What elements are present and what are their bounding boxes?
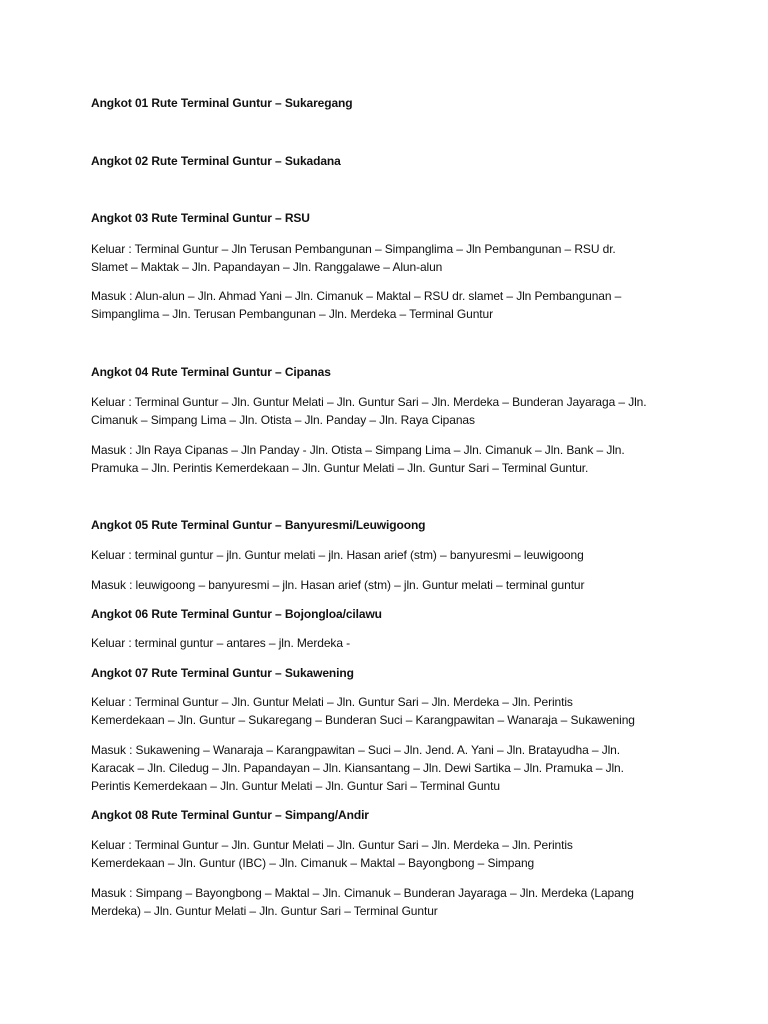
route-masuk-line: Simpanglima – Jln. Terusan Pembangunan – Jln. Merdeka – Terminal Guntur: [91, 307, 494, 321]
route-masuk-line: Masuk : Jln Raya Cipanas – Jln Panday - Jln. Otista – Simpang Lima – Jln. Cimanuk – Jln. Bank – Jln.: [91, 443, 625, 457]
route-keluar-line: Slamet – Maktak – Jln. Papandayan – Jln. Ranggalawe – Alun-alun: [91, 260, 443, 274]
route-heading: Angkot 04 Rute Terminal Guntur – Cipanas: [91, 365, 331, 379]
route-heading: Angkot 06 Rute Terminal Guntur – Bojongloa/cilawu: [91, 607, 382, 621]
route-keluar-line: Keluar : terminal guntur – antares – jln. Merdeka -: [91, 636, 351, 650]
route-keluar-line: Kemerdekaan – Jln. Guntur (IBC) – Jln. Cimanuk – Maktal – Bayongbong – Simpang: [91, 856, 535, 870]
route-keluar-line: Keluar : Terminal Guntur – Jln. Guntur Melati – Jln. Guntur Sari – Jln. Merdeka – Jln. Perintis: [91, 695, 573, 709]
route-masuk-line: Pramuka – Jln. Perintis Kemerdekaan – Jln. Guntur Melati – Jln. Guntur Sari – Terminal Guntur.: [91, 461, 589, 475]
route-masuk-line: Perintis Kemerdekaan – Jln. Guntur Melati – Jln. Guntur Sari – Terminal Guntu: [91, 779, 500, 793]
route-keluar-line: Kemerdekaan – Jln. Guntur – Sukaregang – Bunderan Suci – Karangpawitan – Wanaraja – Sukawening: [91, 713, 635, 727]
route-keluar-line: Keluar : Terminal Guntur – Jln. Guntur Melati – Jln. Guntur Sari – Jln. Merdeka – Bunderan Jayaraga – Jln.: [91, 395, 647, 409]
route-heading: Angkot 05 Rute Terminal Guntur – Banyuresmi/Leuwigoong: [91, 518, 426, 532]
route-masuk-line: Merdeka) – Jln. Guntur Melati – Jln. Guntur Sari – Terminal Guntur: [91, 904, 438, 918]
route-keluar-line: Keluar : Terminal Guntur – Jln Terusan Pembangunan – Simpanglima – Jln Pembangunan – RSU dr.: [91, 242, 616, 256]
route-masuk-line: Karacak – Jln. Ciledug – Jln. Papandayan – Jln. Kiansantang – Jln. Dewi Sartika – Jln. Pramuka – Jln.: [91, 761, 624, 775]
route-heading: Angkot 08 Rute Terminal Guntur – Simpang/Andir: [91, 808, 369, 822]
route-masuk-line: Masuk : Simpang – Bayongbong – Maktal – Jln. Cimanuk – Bunderan Jayaraga – Jln. Merdeka (Lapang: [91, 886, 634, 900]
route-keluar-line: Keluar : Terminal Guntur – Jln. Guntur Melati – Jln. Guntur Sari – Jln. Merdeka – Jln. Perintis: [91, 838, 573, 852]
route-keluar-line: Cimanuk – Simpang Lima – Jln. Otista – Jln. Panday – Jln. Raya Cipanas: [91, 413, 475, 427]
route-heading: Angkot 03 Rute Terminal Guntur – RSU: [91, 211, 310, 225]
route-heading: Angkot 01 Rute Terminal Guntur – Sukaregang: [91, 96, 353, 110]
route-heading: Angkot 07 Rute Terminal Guntur – Sukawening: [91, 666, 354, 680]
route-masuk-line: Masuk : leuwigoong – banyuresmi – jln. Hasan arief (stm) – jln. Guntur melati – terminal guntur: [91, 578, 585, 592]
route-masuk-line: Masuk : Alun-alun – Jln. Ahmad Yani – Jln. Cimanuk – Maktal – RSU dr. slamet – Jln Pembangunan –: [91, 289, 622, 303]
route-keluar-line: Keluar : terminal guntur – jln. Guntur melati – jln. Hasan arief (stm) – banyuresmi – leuwigoong: [91, 548, 584, 562]
route-heading: Angkot 02 Rute Terminal Guntur – Sukadana: [91, 154, 341, 168]
route-masuk-line: Masuk : Sukawening – Wanaraja – Karangpawitan – Suci – Jln. Jend. A. Yani – Jln. Bratayudha – Jln.: [91, 743, 620, 757]
